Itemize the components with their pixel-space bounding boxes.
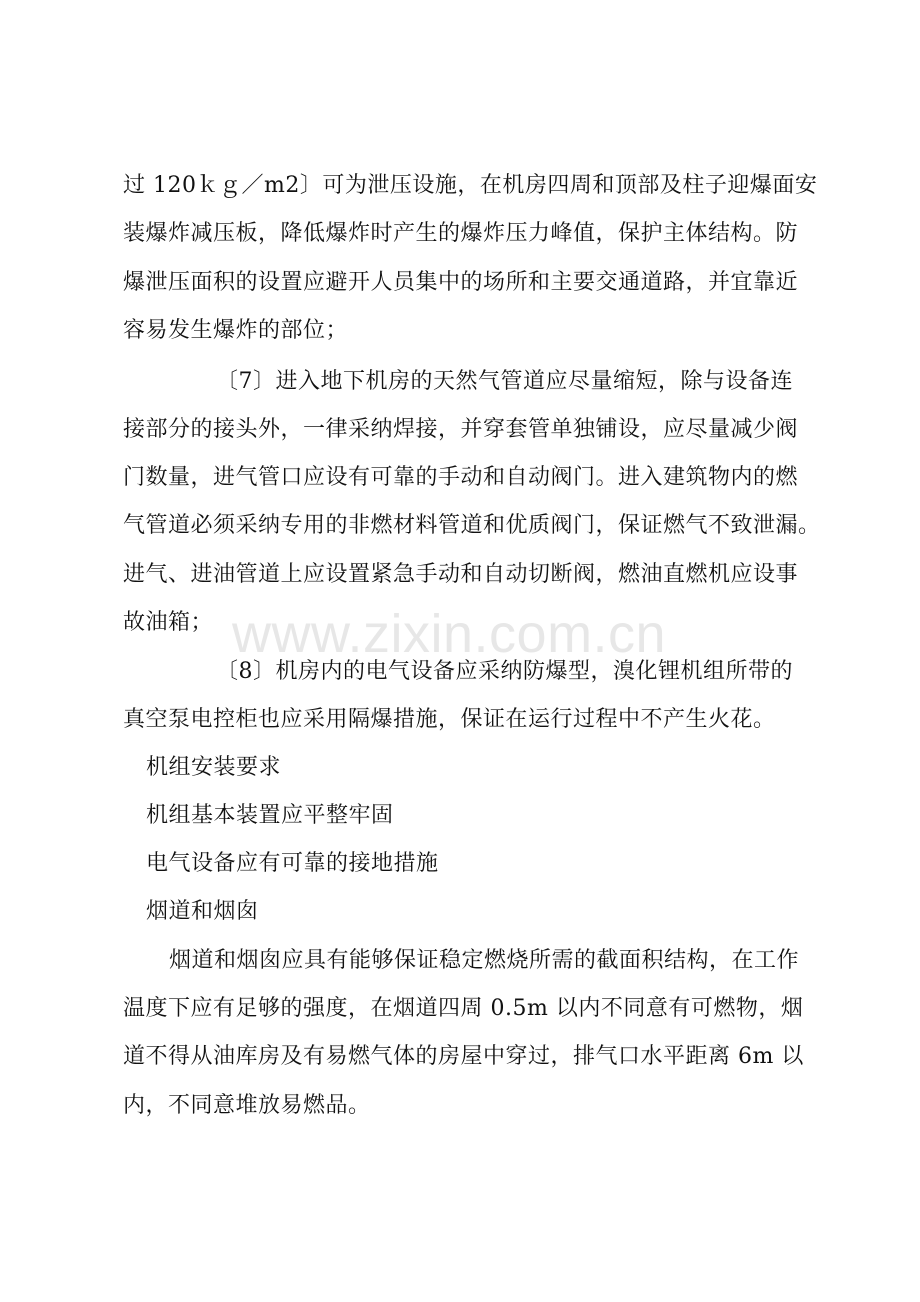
section-heading-flue: 烟道和烟囱 [146, 899, 259, 924]
paragraph-8-line-1: 烟道和烟囱应具有能够保证稳定燃烧所需的截面积结构，在工作 [169, 948, 800, 973]
paragraph-1-line-2: 装爆炸减压板，降低爆炸时产生的爆炸压力峰值，保护主体结构。防 [123, 221, 799, 246]
paragraph-1-line-4: 容易发生爆炸的部位； [123, 318, 349, 343]
paragraph-1-line-1: 过 120ｋｇ／m2〕可为泄压设施，在机房四周和顶部及柱子迎爆面安 [123, 173, 818, 198]
paragraph-1-line-3: 爆泄压面积的设置应避开人员集中的场所和主要交通道路，并宜靠近 [123, 270, 799, 295]
watermark: www.zixin.com.cn [232, 604, 667, 664]
paragraph-8-line-4: 内，不同意堆放易燃品。 [123, 1093, 371, 1118]
paragraph-2-line-5: 进气、进油管道上应设置紧急手动和自动切断阀，燃油直燃机应设事 [123, 562, 799, 587]
list-item-grounding: 电气设备应有可靠的接地措施 [146, 851, 439, 876]
paragraph-3-line-1: 〔8〕机房内的电气设备应采纳防爆型，溴化锂机组所带的 [216, 659, 793, 684]
list-item-foundation: 机组基本装置应平整牢固 [146, 803, 394, 828]
paragraph-2-line-6: 故油箱； [123, 610, 214, 635]
paragraph-2-line-2: 接部分的接头外，一律采纳焊接，并穿套管单独铺设，应尽量减少阀 [123, 417, 799, 442]
section-heading-installation: 机组安装要求 [146, 755, 282, 780]
paragraph-8-line-3: 道不得从油库房及有易燃气体的房屋中穿过，排气口水平距离 6m 以 [123, 1044, 804, 1069]
paragraph-3-line-2: 真空泵电控柜也应采用隔爆措施，保证在运行过程中不产生火花。 [123, 707, 776, 732]
paragraph-2-line-3: 门数量，进气管口应设有可靠的手动和自动阀门。进入建筑物内的燃 [123, 465, 799, 490]
paragraph-8-line-2: 温度下应有足够的强度，在烟道四周 0.5m 以内不同意有可燃物，烟 [123, 996, 804, 1021]
paragraph-2-line-1: 〔7〕进入地下机房的天然气管道应尽量缩短，除与设备连 [216, 369, 793, 394]
paragraph-2-line-4: 气管道必须采纳专用的非燃材料管道和优质阀门，保证燃气不致泄漏。 [123, 513, 821, 538]
